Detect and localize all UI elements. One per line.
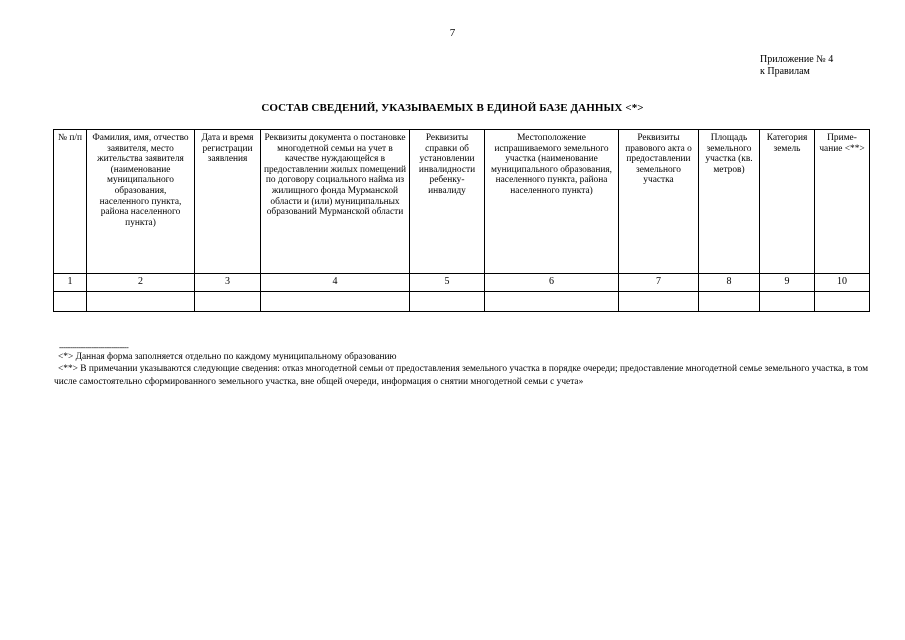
header-cell-4: Реквизиты документа о постановке многодетной семьи на учет в качестве нуждающейся в предоставлении жилых помещений по договору социального найма из жилищного фонда Мурманской области и (или) муниципальных образований Мурманской области xyxy=(261,130,410,274)
column-number: 9 xyxy=(760,274,815,292)
footnotes xyxy=(54,351,874,388)
column-number: 6 xyxy=(485,274,619,292)
header-cell-6: Местоположение испрашиваемого земельного участка (наименование муниципального образования, населенного пункта, района населенного пункта) xyxy=(485,130,619,274)
empty-cell xyxy=(619,292,699,312)
column-number: 1 xyxy=(54,274,87,292)
footnote-separator: -------------------------------- xyxy=(59,343,129,352)
empty-cell xyxy=(815,292,870,312)
footnote-1: <*> Данная форма заполняется отдельно по каждому муниципальному образованию xyxy=(58,352,397,362)
column-number: 2 xyxy=(87,274,195,292)
header-cell-3: Дата и время регистрации заявления xyxy=(195,130,261,274)
header-cell-1: № п/п xyxy=(54,130,87,274)
header-cell-5: Реквизиты справки об установлении инвалидности ребенку-инвалиду xyxy=(410,130,485,274)
empty-cell xyxy=(410,292,485,312)
header-cell-2: Фамилия, имя, отчество заявителя, место жительства заявителя (наименование муниципального образования, населенного пункта, района населенного пункта) xyxy=(87,130,195,274)
empty-data-row xyxy=(54,292,870,312)
register-table xyxy=(53,129,870,312)
footnote-2: <**> В примечании указываются следующие сведения: отказ многодетной семьи от предоставления земельного участка в порядке очереди; предоставление многодетной семье земельного участка, в том числе самостоятельно сформированного земельного участка, вне общей очереди, информация о снятии многодетной семьи с учета» xyxy=(54,364,869,387)
empty-cell xyxy=(699,292,760,312)
header-cell-9: Категория земель xyxy=(760,130,815,274)
header-cell-7: Реквизиты правового акта о предоставлении земельного участка xyxy=(619,130,699,274)
empty-cell xyxy=(485,292,619,312)
column-number: 10 xyxy=(815,274,870,292)
empty-cell xyxy=(87,292,195,312)
column-number: 7 xyxy=(619,274,699,292)
appendix-reference xyxy=(760,54,833,78)
empty-cell xyxy=(54,292,87,312)
header-cell-8: Площадь земельного участка (кв. метров) xyxy=(699,130,760,274)
appendix-line-2: к Правилам xyxy=(760,66,810,77)
empty-cell xyxy=(261,292,410,312)
column-number-row xyxy=(54,274,870,292)
column-number: 3 xyxy=(195,274,261,292)
header-row xyxy=(54,130,870,274)
empty-cell xyxy=(195,292,261,312)
page-number: 7 xyxy=(449,27,456,39)
header-cell-10: Приме-чание <**> xyxy=(815,130,870,274)
appendix-line-1: Приложение № 4 xyxy=(760,54,834,65)
column-number: 8 xyxy=(699,274,760,292)
column-number: 4 xyxy=(261,274,410,292)
document-title: СОСТАВ СВЕДЕНИЙ, УКАЗЫВАЕМЫХ В ЕДИНОЙ БАЗЕ ДАННЫХ <*> xyxy=(261,102,644,114)
empty-cell xyxy=(760,292,815,312)
column-number: 5 xyxy=(410,274,485,292)
